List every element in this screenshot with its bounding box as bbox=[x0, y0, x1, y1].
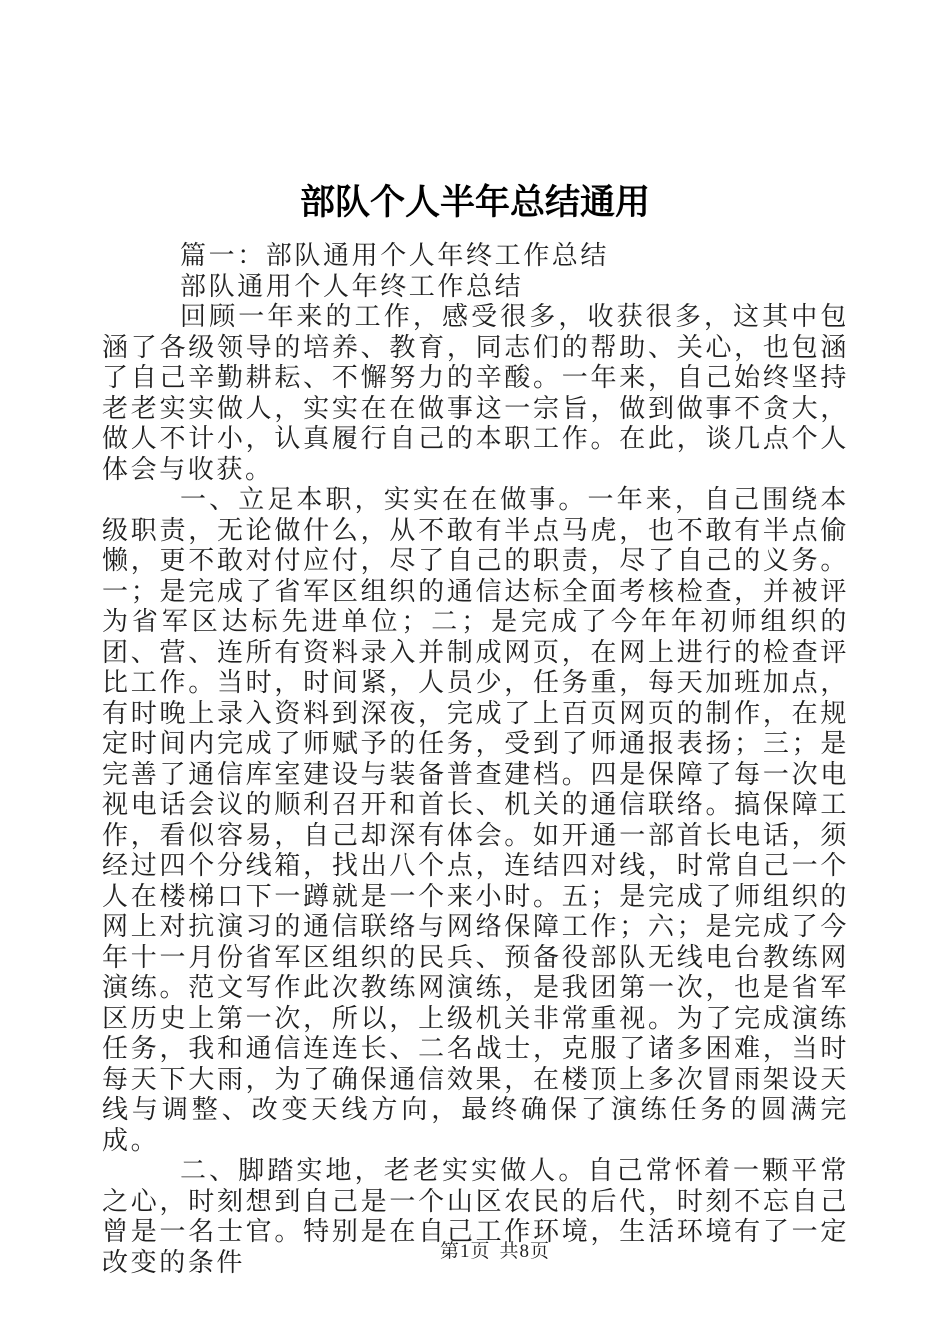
body-paragraph-heading-1: 篇一：部队通用个人年终工作总结 bbox=[180, 241, 610, 270]
document-body bbox=[102, 241, 849, 1278]
body-paragraph-heading-2: 部队通用个人年终工作总结 bbox=[180, 271, 524, 301]
body-paragraph-section-2: 二、脚踏实地，老老实实做人。自己常怀着一颗平常之心，时刻想到自己是一个山区农民的后代，时刻不忘自己曾是一名士官。特别是在自己工作环境，生活环境有了一定改变的条件 bbox=[102, 1156, 849, 1277]
page-number-footer bbox=[440, 1241, 550, 1263]
body-paragraph-section-1: 一、立足本职，实实在在做事。一年来，自己围绕本级职责，无论做什么，从不敢有半点马虎，也不敢有半点偷懒，更不敢对付应付，尽了自己的职责，尽了自己的义务。一；是完成了省军区组织的通信达标全面考核检查，并被评为省军区达标先进单位；二；是完成了今年年初师组织的团、营、连所有资料录入并制成网页，在网上进行的检查评比工作。当时，时间紧，人员少，任务重，每天加班加点，有时晚上录入资料到深夜，完成了上百页网页的制作，在规定时间内完成了师赋予的任务，受到了师通报表扬；三；是完善了通信库室建设与装备普查建档。四是保障了每一次电视电话会议的顺利召开和首长、机关的通信联络。搞保障工作，看似容易，自己却深有体会。如开通一部首长电话，须经过四个分线箱，找出八个点，连结四对线，时常自己一个人在楼梯口下一蹲就是一个来小时。五；是完成了师组织的网上对抗演习的通信联络与网络保障工作；六；是完成了今年十一月份省军区组织的民兵、预备役部队无线电台教练网演练。范文写作此次教练网演练，是我团第一次，也是省军区历史上第一次，所以，上级机关非常重视。为了完成演练任务，我和通信连连长、二名战士，克服了诸多困难，当时每天下大雨，为了确保通信效果，在楼顶上多次冒雨架设天线与调整、改变天线方向，最终确保了演练任务的圆满完成。 bbox=[102, 485, 849, 1155]
total-pages-label: 共8页 bbox=[499, 1241, 551, 1262]
current-page-label: 第1页 bbox=[440, 1241, 491, 1262]
document-title: 部队个人半年总结通用 bbox=[299, 183, 650, 222]
body-paragraph-intro: 回顾一年来的工作，感受很多，收获很多，这其中包涵了各级领导的培养、教育，同志们的帮助、关心，也包涵了自己辛勤耕耘、不懈努力的辛酸。一年来，自己始终坚持老老实实做人，实实在在做事这一宗旨，做到做事不贪大，做人不计小，认真履行自己的本职工作。在此，谈几点个人体会与收获。 bbox=[102, 302, 849, 484]
